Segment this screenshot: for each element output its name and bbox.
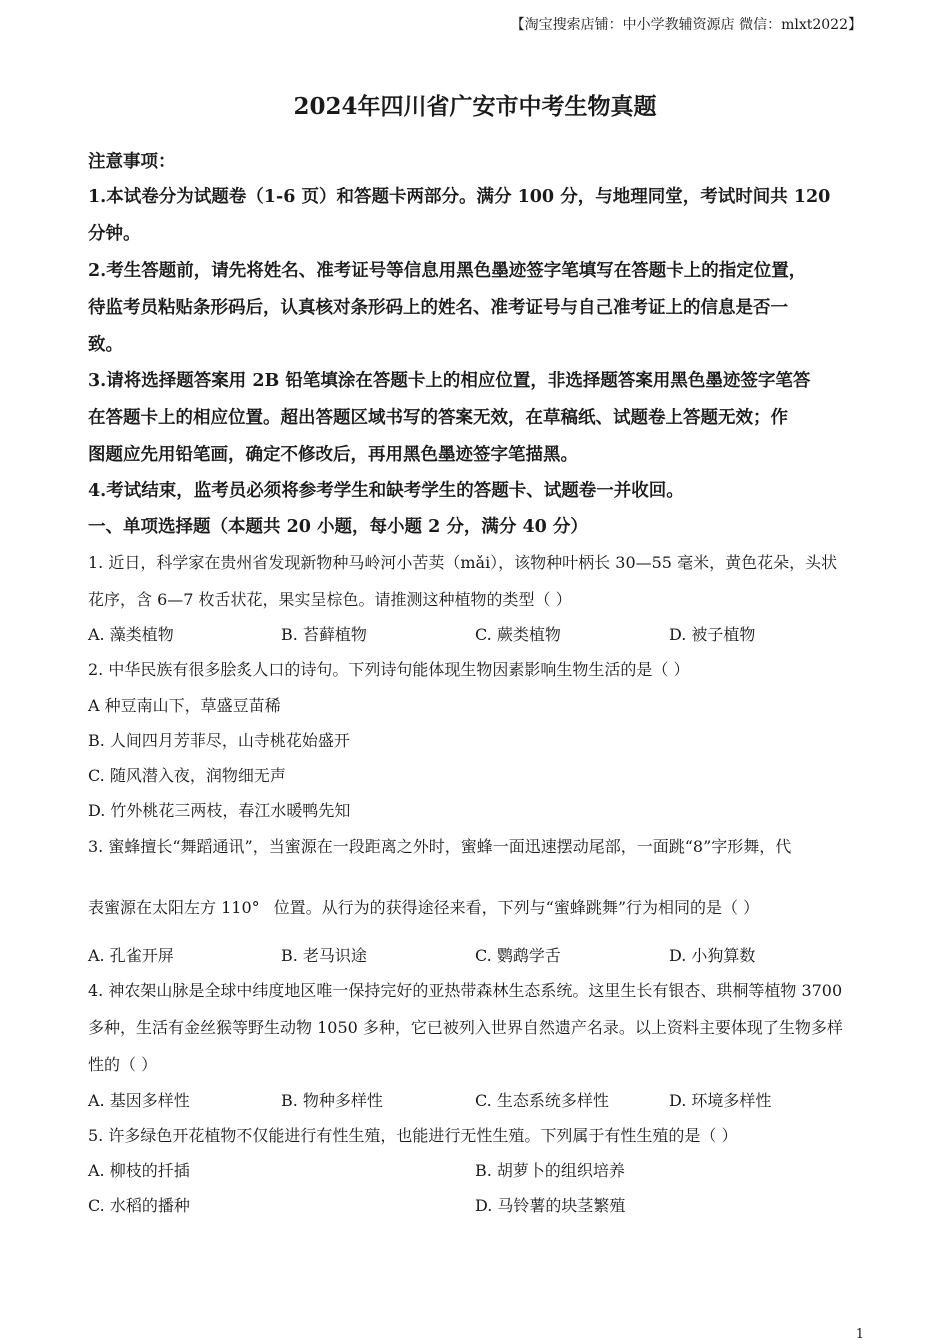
question-1-option-d: D. 被子植物 bbox=[669, 625, 756, 644]
question-2-option-b: B. 人间四月芳菲尽，山寺桃花始盛开 bbox=[88, 731, 350, 750]
question-4-stem: 性的（ ） bbox=[88, 1055, 158, 1074]
question-5-option-c: C. 水稻的播种 bbox=[88, 1196, 190, 1215]
question-1-option-a: A. 藻类植物 bbox=[88, 625, 174, 644]
notice-line: 待监考员粘贴条形码后，认真核对条形码上的姓名、准考证号与自己准考证上的信息是否一 bbox=[88, 298, 788, 318]
notice-line: 在答题卡上的相应位置。超出答题区域书写的答案无效，在草稿纸、试题卷上答题无效；作 bbox=[88, 408, 788, 428]
question-3-option-c: C. 鹦鹉学舌 bbox=[475, 946, 561, 965]
question-2-option-d: D. 竹外桃花三两枝，春江水暖鸭先知 bbox=[88, 801, 351, 820]
notice-line: 3.请将选择题答案用 2B 铅笔填涂在答题卡上的相应位置，非选择题答案用黑色墨迹签字笔答 bbox=[88, 371, 811, 391]
question-1-stem: 1. 近日，科学家在贵州省发现新物种马岭河小苦荬（mǎi），该物种叶柄长 30—55 毫米，黄色花朵，头状 bbox=[88, 553, 838, 572]
question-4-option-b: B. 物种多样性 bbox=[281, 1091, 383, 1110]
question-1-stem: 花序，含 6—7 枚舌状花，果实呈棕色。请推测这种植物的类型（ ） bbox=[88, 590, 572, 609]
question-3-option-a: A. 孔雀开屏 bbox=[88, 946, 174, 965]
page-number: 1 bbox=[855, 1327, 864, 1342]
question-2-stem: 2. 中华民族有很多脍炙人口的诗句。下列诗句能体现生物因素影响生物生活的是（ ） bbox=[88, 660, 690, 679]
question-3-stem bbox=[88, 895, 759, 918]
page-title: 2024年四川省广安市中考生物真题 bbox=[293, 93, 657, 120]
notice-line: 2.考生答题前，请先将姓名、准考证号等信息用黑色墨迹签字笔填写在答题卡上的指定位置， bbox=[88, 261, 807, 281]
notice-line: 4.考试结束，监考员必须将参考学生和缺考学生的答题卡、试题卷一并收回。 bbox=[88, 481, 684, 501]
question-1-option-c: C. 蕨类植物 bbox=[475, 625, 561, 644]
notice-line: 图题应先用铅笔画，确定不修改后，再用黑色墨迹签字笔描黑。 bbox=[88, 445, 578, 465]
question-5-option-a: A. 柳枝的扦插 bbox=[88, 1161, 190, 1180]
question-3-stem-part: 位置。从行为的获得途径来看，下列与“蜜蜂跳舞”行为相同的是（ ） bbox=[273, 898, 760, 917]
header-note: 【淘宝搜索店铺：中小学教辅资源店 微信：mlxt2022】 bbox=[510, 17, 862, 33]
question-2-option-a: A 种豆南山下，草盛豆苗稀 bbox=[88, 696, 281, 715]
question-3-option-b: B. 老马识途 bbox=[281, 946, 367, 965]
question-4-stem: 4. 神农架山脉是全球中纬度地区唯一保持完好的亚热带森林生态系统。这里生长有银杏、珙桐等植物 3700 bbox=[88, 981, 843, 1000]
question-5-option-b: B. 胡萝卜的组织培养 bbox=[475, 1161, 625, 1180]
question-5-stem: 5. 许多绿色开花植物不仅能进行有性生殖，也能进行无性生殖。下列属于有性生殖的是（ ） bbox=[88, 1126, 738, 1145]
notice-line: 致。 bbox=[88, 335, 123, 355]
question-4-option-a: A. 基因多样性 bbox=[88, 1091, 190, 1110]
question-4-option-c: C. 生态系统多样性 bbox=[475, 1091, 609, 1110]
question-3-stem-part: 表蜜源在太阳左方 110° bbox=[88, 898, 260, 917]
question-3-stem: 3. 蜜蜂擅长“舞蹈通讯”，当蜜源在一段距离之外时，蜜蜂一面迅速摆动尾部，一面跳“8”字形舞，代 bbox=[88, 837, 792, 856]
section-heading: 一、单项选择题（本题共 20 小题，每小题 2 分，满分 40 分） bbox=[88, 517, 588, 537]
question-2-option-c: C. 随风潜入夜，润物细无声 bbox=[88, 766, 286, 785]
question-5-option-d: D. 马铃薯的块茎繁殖 bbox=[475, 1196, 626, 1215]
notice-line: 1.本试卷分为试题卷（1-6 页）和答题卡两部分。满分 100 分，与地理同堂，考试时间共 120 bbox=[88, 187, 831, 207]
question-1-option-b: B. 苔藓植物 bbox=[281, 625, 367, 644]
notice-heading: 注意事项： bbox=[88, 152, 176, 172]
question-4-stem: 多种，生活有金丝猴等野生动物 1050 多种，它已被列入世界自然遗产名录。以上资料主要体现了生物多样 bbox=[88, 1018, 843, 1037]
question-4-option-d: D. 环境多样性 bbox=[669, 1091, 772, 1110]
question-3-option-d: D. 小狗算数 bbox=[669, 946, 756, 965]
notice-line: 分钟。 bbox=[88, 224, 141, 244]
